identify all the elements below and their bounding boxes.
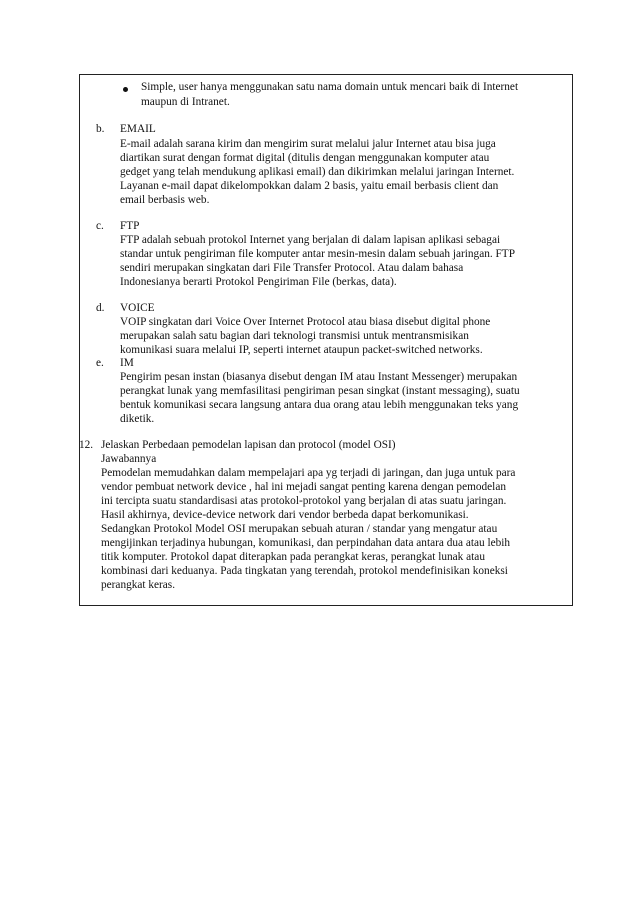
answer-line: ini tercipta suatu standardisasi atas protokol-protokol yang berjalan di atas suatu jaringan. <box>101 495 507 507</box>
section-heading: VOICE <box>120 302 155 314</box>
section-heading: FTP <box>120 220 140 232</box>
section-marker: e. <box>96 357 104 369</box>
section-marker: b. <box>96 123 105 135</box>
answer-line: titik komputer. Protokol dapat diterapkan pada perangkat keras, perangkat lunak atau <box>101 551 485 563</box>
section-line: VOIP singkatan dari Voice Over Internet Protocol atau biasa disebut digital phone <box>120 316 491 328</box>
section-line: perangkat lunak yang memfasilitasi pengiriman pesan singkat (instant messaging), suatu <box>120 385 520 397</box>
section-line: FTP adalah sebuah protokol Internet yang berjalan di dalam lapisan aplikasi sebagai <box>120 234 501 246</box>
answer-line: kombinasi dari keduanya. Pada tingkatan yang terendah, protokol mendefinisikan koneksi <box>101 565 508 577</box>
answer-line: mengijinkan terjadinya hubungan, komunikasi, dan perpindahan data antara dua atau lebih <box>101 537 511 549</box>
section-line: komunikasi suara melalui IP, seperti internet ataupun packet-switched networks. <box>120 344 483 356</box>
answer-line: Pemodelan memudahkan dalam mempelajari apa yg terjadi di jaringan, dan juga untuk para <box>101 467 516 479</box>
section-line: Indonesianya berarti Protokol Pengiriman File (berkas, data). <box>120 276 397 288</box>
section-line: bentuk komunikasi secara langsung antara dua orang atau lebih menggunakan teks yang <box>120 399 519 411</box>
section-marker: c. <box>96 220 104 232</box>
bullet-line: Simple, user hanya menggunakan satu nama domain untuk mencari baik di Internet <box>141 81 519 93</box>
answer-line: perangkat keras. <box>101 579 176 591</box>
section-heading: EMAIL <box>120 123 156 135</box>
bullet-line: maupun di Intranet. <box>141 96 230 108</box>
answer-line: vendor pembuat network device , hal ini mejadi sangat penting karena dengan pemodelan <box>101 481 506 493</box>
section-marker: d. <box>96 302 105 314</box>
section-line: Layanan e-mail dapat dikelompokkan dalam 2 basis, yaitu email berbasis client dan <box>120 180 499 192</box>
section-line: E-mail adalah sarana kirim dan mengirim surat melalui jalur Internet atau bisa juga <box>120 138 496 150</box>
section-line: merupakan salah satu bagian dari teknologi transmisi untuk mentransmisikan <box>120 330 469 342</box>
question-number: 12. <box>79 439 94 451</box>
answer-line: Sedangkan Protokol Model OSI merupakan sebuah aturan / standar yang mengatur atau <box>101 523 498 535</box>
answer-label: Jawabannya <box>101 453 157 465</box>
bullet-icon <box>123 87 128 92</box>
answer-line: Hasil akhirnya, device-device network dari vendor berbeda dapat berkomunikasi. <box>101 509 469 521</box>
section-line: sendiri merupakan singkatan dari File Transfer Protocol. Atau dalam bahasa <box>120 262 464 274</box>
section-line: email berbasis web. <box>120 194 210 206</box>
section-heading: IM <box>120 357 134 369</box>
section-line: standar untuk pengiriman file komputer antar mesin-mesin dalam sebuah jaringan. FTP <box>120 248 515 260</box>
section-line: Pengirim pesan instan (biasanya disebut dengan IM atau Instant Messenger) merupakan <box>120 371 518 383</box>
section-line: diartikan surat dengan format digital (ditulis dengan menggunakan komputer atau <box>120 152 490 164</box>
section-line: diketik. <box>120 413 155 425</box>
question-text: Jelaskan Perbedaan pemodelan lapisan dan protocol (model OSI) <box>101 439 396 451</box>
section-line: gedget yang telah mendukung aplikasi email) dan dikirimkan melalui jaringan Internet. <box>120 166 515 178</box>
